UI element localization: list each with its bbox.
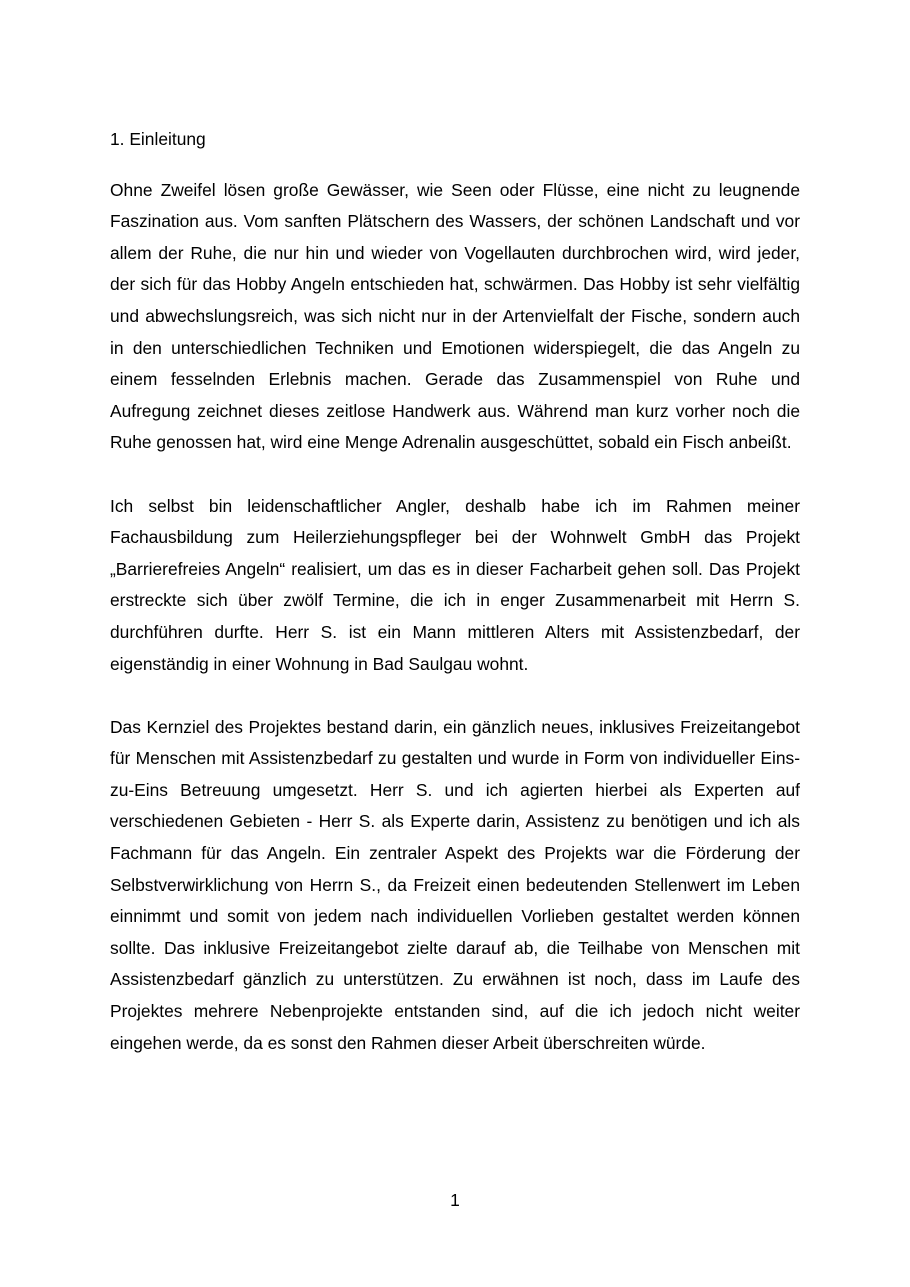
paragraph-introduction: Ohne Zweifel lösen große Gewässer, wie Seen oder Flüsse, eine nicht zu leugnende Faszination aus. Vom sanften Plätschern des Wassers, der schönen Landschaft und vor allem der Ruhe, die nur hin und wieder von Vogellauten durchbrochen wird, wird jeder, der sich für das Hobby Angeln entschieden hat, schwärmen. Das Hobby ist sehr vielfältig und abwechslungsreich, was sich nicht nur in der Artenvielfalt der Fische, sondern auch in den unterschiedlichen Techniken und Emotionen widerspiegelt, die das Angeln zu einem fesselnden Erlebnis machen. Gerade das Zusammenspiel von Ruhe und Aufregung zeichnet dieses zeitlose Handwerk aus. Während man kurz vorher noch die Ruhe genossen hat, wird eine Menge Adrenalin ausgeschüttet, sobald ein Fisch anbeißt.: [110, 179, 800, 453]
paragraph-project-goal: Das Kernziel des Projektes bestand darin, ein gänzlich neues, inklusives Freizeitangebot für Menschen mit Assistenzbedarf zu gestalten und wurde in Form von individueller Eins-zu-Eins Betreuung umgesetzt. Herr S. und ich agierten hierbei als Experten auf verschiedenen Gebieten - Herr S. als Experte darin, Assistenz zu benötigen und ich als Fachmann für das Angeln. Ein zentraler Aspekt des Projekts war die Förderung der Selbstverwirklichung von Herrn S., da Freizeit einen bedeutenden Stellenwert im Leben einnimmt und somit von jedem nach individuellen Vorlieben gestaltet werden können sollte. Das inklusive Freizeitangebot zielte darauf ab, die Teilhabe von Menschen mit Assistenzbedarf gänzlich zu unterstützen. Zu erwähnen ist noch, dass im Laufe des Projektes mehrere Nebenprojekte entstanden sind, auf die ich jedoch nicht weiter eingehen werde, da es sonst den Rahmen dieser Arbeit überschreiten würde.: [110, 716, 800, 1053]
page-number: 1: [450, 1190, 460, 1210]
section-heading: 1. Einleitung: [110, 129, 206, 149]
page-content: [110, 124, 800, 1091]
paragraph-project-context: Ich selbst bin leidenschaftlicher Angler, deshalb habe ich im Rahmen meiner Fachausbildung zum Heilerziehungspfleger bei der Wohnwelt GmbH das Projekt „Barrierefreies Angeln“ realisiert, um das es in dieser Facharbeit gehen soll. Das Projekt erstreckte sich über zwölf Termine, die ich in enger Zusammenarbeit mit Herrn S. durchführen durfte. Herr S. ist ein Mann mittleren Alters mit Assistenzbedarf, der eigenständig in einer Wohnung in Bad Saulgau wohnt.: [110, 495, 800, 674]
